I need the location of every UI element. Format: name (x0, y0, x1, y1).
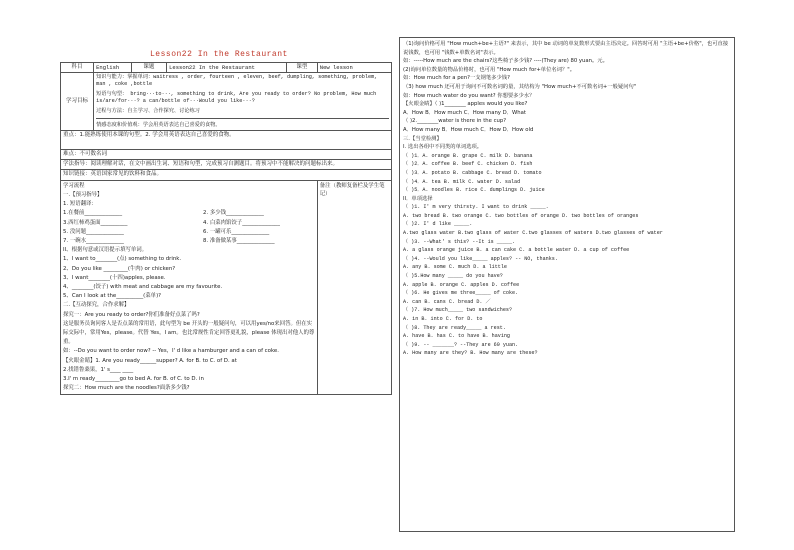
test-heading: 三.【当堂检测】 (403, 135, 442, 142)
fill-question-2: 2、Do you like _________(牛肉) or chicken? (63, 265, 176, 272)
fire-eye-3: 3.I' m ready_________go to bed A. for B. of C. to D. in (63, 376, 204, 383)
phrase-8: 8. 准备做某事______________ (203, 238, 275, 244)
subject-value: English (94, 63, 132, 73)
choice-5: （ )5.How many _____ do you have? (403, 273, 503, 280)
fill-question-4: 4、________(饺子) with meat and cabbage are my favourite. (63, 284, 223, 291)
keypoints: 重点：1.能熟练使用本课的句型。2. 学会用英语表达自己喜爱的食物。 (61, 130, 392, 149)
phrase-2: 2. 多少钱______________ (203, 210, 264, 217)
study-method: 学法指导：阅读理解对话，在文中画出生词、短语和句型，完成预习自测题目。将预习中不能解决的问题标出来。 (61, 159, 392, 169)
fill-question-5: 5、Can I look at the__________(菜单)? (63, 293, 162, 300)
difficulty: 难点：不可数名词 (61, 149, 392, 159)
choice-1-options: A. two bread B. two orange C. two bottles of orange D. two bottles of oranges (403, 212, 639, 219)
goals-line-1: 知识与能力：掌握单词：waitress , order, fourteen , eleven, beef, dumpling, something, problem, man , coke ,bottle (96, 74, 378, 88)
method-row (61, 159, 392, 169)
choice-1: （ )1. I' m very thirsty. I want to drink _____. (403, 204, 549, 211)
goals-line-3: 过程与方法：自主学习、合作探究、讨论练习 (96, 108, 200, 115)
practice-2-options: A．How many B．How much C．How D．How old (403, 126, 534, 133)
topic-label: 课题 (131, 63, 166, 73)
keypoints-row (61, 130, 392, 149)
phrase-heading: 1. 短语翻译： (63, 201, 97, 208)
rule-3-example: 如：How much water do you want? 你想要多少水？ (403, 92, 535, 99)
odd-item-5: （ )5．A. noodles B. rice C. dumplings D. juice (403, 187, 545, 194)
right-column (399, 37, 735, 532)
goals-row (61, 73, 392, 130)
odd-item-3: （ )3．A. potato B. cabbage C. bread D. tomato (403, 169, 542, 176)
phrase-3: 3.西红柿鸡蛋面__________ (63, 219, 128, 226)
choice-9: （ )9. -- _______? --They are 60 yuan. (403, 341, 519, 348)
phrase-1: 1.在餐前______________ (63, 210, 123, 217)
lesson-plan-table (60, 62, 392, 395)
fill-question-1: 1、I want to________(点) something to drink. (63, 256, 182, 263)
fire-eye-2: 2.找错鲁桑果，1' s____ ____ (63, 366, 134, 373)
section-1-heading: 一.【预习指导】 (63, 191, 103, 198)
choice-6-options: A. can B. cans C. bread D. ／ (403, 298, 491, 305)
goals-label: 学习目标 (61, 73, 94, 130)
choice-5-options: A. apple B. orange C. apples D. coffee (403, 281, 520, 288)
practice-1-options: A．How B．How much C．How many D．What (403, 109, 526, 116)
choice-8: （ )8. They are ready_____ a rest. (403, 324, 506, 331)
flow-row (61, 180, 392, 395)
fill-question-3: 3、I want________(十四)apples, please. (63, 274, 166, 281)
choice-2: （ )2. I' d like _____. (403, 221, 473, 228)
choice-7: （ )7. How much_____ two sandwiches? (403, 307, 513, 314)
phrase-4: 4. 白菜肉馅饺子______________ (203, 219, 280, 226)
goals-line-4: 情感态度和价值观：学会用英语表达自己喜爱的食物。 (96, 118, 389, 129)
choice-3: （ )3. --What' s this? --It is _____. (403, 238, 516, 245)
section-3-heading: 二.【互动探究，合作求解】 (63, 302, 130, 309)
rule-2-example: 如：How much for a pen?一支钢笔多少钱? (403, 75, 510, 82)
rule-1: （1)询问价格可用 "How much+be+主语?" 来表示，其中 be 动词的单复数形式要由主语决定。回答时可用 "主语+be+价格"，也可直接说钱数，也可用 "钱数+单数名词"表示。 (403, 41, 729, 56)
rule-3: （3) how much 还可用于询问不可数名词的量，其结构为 "How much+不可数名词+一般疑问句" (403, 83, 637, 90)
explore-1-example: 如：--Do you want to order now? -- Yes，I' d like a hamburger and a can of coke. (63, 348, 279, 355)
choice-4-options: A. any B. some C. much D. a little (403, 264, 507, 271)
practice-1: 【火眼金睛】（ )1________ apples would you like? (403, 101, 528, 108)
phrase-5: 5. 没问题______________ (63, 228, 124, 235)
odd-item-4: （ )4．A. tea B. milk C. water D. salad (403, 178, 521, 185)
link-row (61, 170, 392, 180)
goals-content (94, 73, 392, 130)
lesson-title: Lesson22 In the Restaurant (150, 50, 288, 59)
choice-4: （ )4. --Would you like_____ apples? -- NO, thanks. (403, 255, 558, 262)
phrase-7: 7. 一碗水______________ (63, 238, 124, 244)
explore-2: 探究二：How much are the noodles?面条多少钱? (63, 385, 190, 392)
choice-6: （ )6. He gives me three_____ of coke. (403, 290, 519, 297)
notes-column: 备注（教师复备栏及学生笔记） (317, 180, 391, 395)
explore-1-explain: 这是服务员询问客人是否点菜的常用语，此句型为 be 开头的一般疑问句，可以用yes/no来回答。但在实际交际中，常用Yes，please。代替 Yes，I am。也比常规性肯定回答更礼貌，please 体现出对他人的尊重。 (63, 320, 315, 346)
rule-1-example: 如：-----How much are the chairs?这些椅子多少钱? ----(They are) 80 yuan。元。 (403, 58, 608, 65)
phrase-6: 6. 一罐可乐______________ (203, 228, 270, 235)
odd-one-out-heading: I. 选出各组中不同类的单词选项。 (403, 144, 483, 151)
choice-9-options: A. How many are they? B. How many are these? (403, 350, 538, 357)
section-2-heading: II、根据句意或汉语提示填写单词。 (63, 247, 148, 254)
type-label: 课型 (286, 63, 317, 73)
goals-line-2: 短语与句型： bring···to···, something to drink, Are you ready to order? No problem, How much is/are/for···? a can/bottle of···Would you like···? (96, 91, 377, 105)
type-value: New lesson (317, 63, 391, 73)
flow-content (61, 180, 318, 395)
choice-8-options: A. have B. has C. to have B. having (403, 333, 510, 340)
choice-7-options: A. in B. into C. for D. to (403, 316, 483, 322)
topic-value: Lesson22 In the Restaurant (167, 63, 287, 73)
rule-2: (2)询问单位数量的物品价格时，也可用 "How much for+单位名词？"。 (403, 66, 576, 73)
header-row (61, 63, 392, 73)
choice-heading: II．单项选择 (403, 195, 433, 202)
difficulty-row (61, 149, 392, 159)
fire-eye-1: 【火眼金睛】1. Are you ready______supper? A. for B. to C. of D. at (63, 357, 237, 364)
practice-2: （ )2.________water is there in the cup? (403, 118, 507, 125)
odd-item-1: （ )1．A. orange B. grape C. milk D. banana (403, 152, 533, 159)
explore-1: 探究一：Are you ready to order?你们准备好点菜了吗? (63, 311, 200, 318)
subject-label: 科目 (61, 63, 94, 73)
knowledge-link: 知识链接：英语国家常见的饮料和食品。 (61, 170, 392, 180)
odd-item-2: （ )2．A. coffee B. beef C. chicken D. fish (403, 161, 533, 168)
flow-label: 学习流程 (63, 182, 85, 189)
choice-2-options: A.two glass water B.two glass of water C.two glasses of waters D.two glasses of water (403, 230, 663, 237)
choice-3-options: A. a glass orange juice B. a can cake C. a bottle water D. a cup of coffee (403, 247, 630, 254)
